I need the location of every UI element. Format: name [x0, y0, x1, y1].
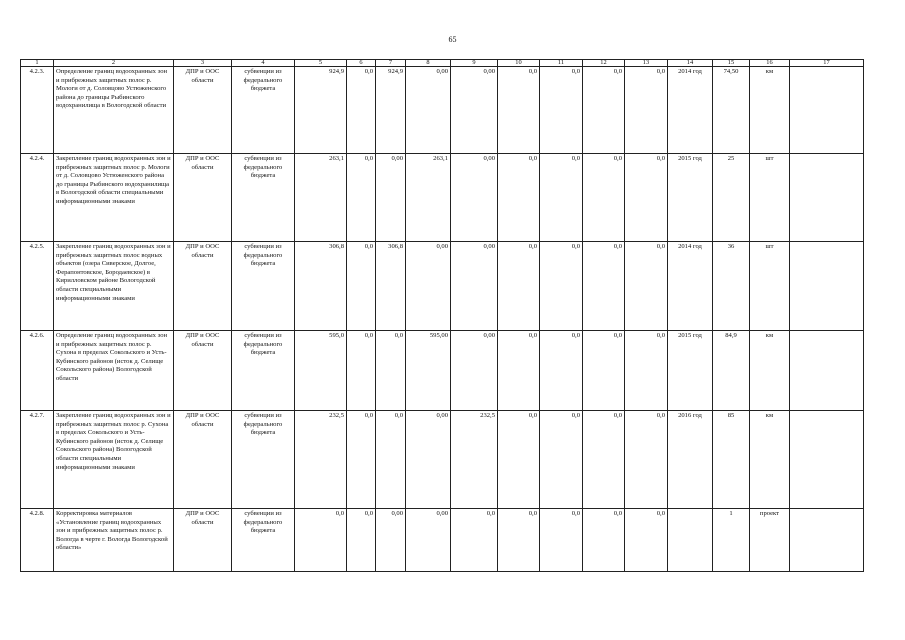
row-value: 232,5 — [451, 411, 498, 509]
table-row — [21, 509, 864, 572]
row-id: 4.2.8. — [21, 509, 54, 572]
row-description: Закрепление границ водоохранных зон и прибрежных защитных полос р. Сухона в пределах Сокольского и Усть-Кубинского районов (исток д. Селище Сокольского района) Вологодской области специальными информационными знаками — [54, 411, 174, 509]
row-quantity: 84,9 — [713, 331, 750, 411]
column-number: 10 — [498, 60, 540, 67]
row-value: 0,0 — [347, 509, 376, 572]
row-value: 0,0 — [540, 154, 583, 242]
column-number: 6 — [347, 60, 376, 67]
column-number: 16 — [750, 60, 790, 67]
row-value: 0,0 — [347, 242, 376, 331]
column-number-row — [21, 60, 864, 67]
row-id: 4.2.5. — [21, 242, 54, 331]
row-description: Закрепление границ водоохранных зон и прибрежных защитных полос р. Мологи от д. Соловцово Устюженского района до границы Рыбинского водохранилища в Вологодской области специальными информационными знаками — [54, 154, 174, 242]
row-value: 0,00 — [406, 411, 451, 509]
row-description: Определение границ водоохранных зон и прибрежных защитных полос р. Сухона в пределах Сокольского и Усть-Кубинского районов (исток д. Селище Сокольского района) Вологодской области — [54, 331, 174, 411]
row-description: Определение границ водоохранных зон и прибрежных защитных полос р. Мологи от д. Соловцово Устюженского района до границы Рыбинского водохранилища в Вологодской области — [54, 67, 174, 154]
row-executor: ДПР и ООС области — [174, 242, 232, 331]
row-value: 0,0 — [540, 67, 583, 154]
column-number: 5 — [295, 60, 347, 67]
row-value: 0,0 — [583, 67, 625, 154]
row-value: 0,00 — [451, 331, 498, 411]
row-value: 0,0 — [625, 411, 668, 509]
column-number: 4 — [232, 60, 295, 67]
row-value: 924,9 — [376, 67, 406, 154]
column-number: 2 — [54, 60, 174, 67]
row-year: 2015 год — [668, 154, 713, 242]
budget-table — [20, 59, 864, 572]
row-value: 0,0 — [583, 154, 625, 242]
row-value: 595,00 — [406, 331, 451, 411]
table-row — [21, 411, 864, 509]
row-value: 306,8 — [376, 242, 406, 331]
row-value: 0,0 — [451, 509, 498, 572]
column-number: 3 — [174, 60, 232, 67]
column-number: 7 — [376, 60, 406, 67]
row-value: 0,0 — [583, 411, 625, 509]
row-executor: ДПР и ООС области — [174, 331, 232, 411]
row-id: 4.2.3. — [21, 67, 54, 154]
row-funding-source: субвенции из федерального бюджета — [232, 509, 295, 572]
row-value-total: 306,8 — [295, 242, 347, 331]
row-value-total: 924,9 — [295, 67, 347, 154]
row-value: 0,0 — [625, 154, 668, 242]
row-note — [790, 242, 864, 331]
row-value: 0,0 — [625, 242, 668, 331]
row-value: 0,00 — [451, 67, 498, 154]
row-year — [668, 509, 713, 572]
column-number: 15 — [713, 60, 750, 67]
row-value: 0,0 — [583, 509, 625, 572]
row-value: 0,0 — [540, 242, 583, 331]
row-value: 0,00 — [376, 509, 406, 572]
row-value: 0,0 — [583, 331, 625, 411]
column-number: 12 — [583, 60, 625, 67]
row-value: 0,0 — [583, 242, 625, 331]
row-quantity: 36 — [713, 242, 750, 331]
row-value-total: 595,0 — [295, 331, 347, 411]
table-row — [21, 154, 864, 242]
column-number: 17 — [790, 60, 864, 67]
row-value: 0,00 — [451, 154, 498, 242]
row-value: 0,0 — [347, 411, 376, 509]
row-value: 0,0 — [376, 331, 406, 411]
table-row — [21, 331, 864, 411]
row-note — [790, 331, 864, 411]
row-year: 2016 год — [668, 411, 713, 509]
row-unit: шт — [750, 154, 790, 242]
row-value: 0,00 — [406, 67, 451, 154]
row-year: 2015 год — [668, 331, 713, 411]
row-value: 0,0 — [347, 331, 376, 411]
row-value: 0,0 — [347, 154, 376, 242]
row-value: 0,00 — [376, 154, 406, 242]
row-value: 0,0 — [625, 331, 668, 411]
row-funding-source: субвенции из федерального бюджета — [232, 411, 295, 509]
row-value: 0,0 — [498, 154, 540, 242]
row-value: 0,0 — [540, 411, 583, 509]
row-note — [790, 67, 864, 154]
row-executor: ДПР и ООС области — [174, 509, 232, 572]
row-value: 0,0 — [498, 67, 540, 154]
column-number: 13 — [625, 60, 668, 67]
row-funding-source: субвенции из федерального бюджета — [232, 154, 295, 242]
row-quantity: 85 — [713, 411, 750, 509]
row-value-total: 0,0 — [295, 509, 347, 572]
row-id: 4.2.7. — [21, 411, 54, 509]
row-value: 0,0 — [498, 411, 540, 509]
page-number: 65 — [448, 35, 457, 44]
row-funding-source: субвенции из федерального бюджета — [232, 242, 295, 331]
row-note — [790, 509, 864, 572]
column-number: 9 — [451, 60, 498, 67]
row-unit: км — [750, 331, 790, 411]
row-year: 2014 год — [668, 242, 713, 331]
row-value: 0,0 — [625, 509, 668, 572]
table-row — [21, 67, 864, 154]
row-unit: проект — [750, 509, 790, 572]
row-value: 0,00 — [406, 242, 451, 331]
row-note — [790, 154, 864, 242]
row-unit: км — [750, 67, 790, 154]
column-number: 11 — [540, 60, 583, 67]
row-value: 0,0 — [625, 67, 668, 154]
column-number: 8 — [406, 60, 451, 67]
row-note — [790, 411, 864, 509]
row-value: 0,0 — [540, 331, 583, 411]
row-value: 0,0 — [347, 67, 376, 154]
row-value: 0,0 — [498, 242, 540, 331]
row-value: 0,0 — [498, 331, 540, 411]
row-id: 4.2.4. — [21, 154, 54, 242]
row-unit: км — [750, 411, 790, 509]
row-funding-source: субвенции из федерального бюджета — [232, 67, 295, 154]
table-row — [21, 242, 864, 331]
column-number: 1 — [21, 60, 54, 67]
row-value: 0,0 — [540, 509, 583, 572]
row-quantity: 74,50 — [713, 67, 750, 154]
row-value: 0,00 — [406, 509, 451, 572]
row-value-total: 263,1 — [295, 154, 347, 242]
row-year: 2014 год — [668, 67, 713, 154]
row-executor: ДПР и ООС области — [174, 154, 232, 242]
row-value: 0,0 — [498, 509, 540, 572]
row-id: 4.2.6. — [21, 331, 54, 411]
column-number: 14 — [668, 60, 713, 67]
row-quantity: 1 — [713, 509, 750, 572]
row-executor: ДПР и ООС области — [174, 411, 232, 509]
row-description: Закрепление границ водоохранных зон и прибрежных защитных полос водных объектов (озера Сиверское, Долгое, Ферапонтовское, Бородаевское) в Кирилловском районе Вологодской области специальными информационными знаками — [54, 242, 174, 331]
row-quantity: 25 — [713, 154, 750, 242]
row-funding-source: субвенции из федерального бюджета — [232, 331, 295, 411]
row-value-total: 232,5 — [295, 411, 347, 509]
row-value: 0,0 — [376, 411, 406, 509]
row-unit: шт — [750, 242, 790, 331]
row-value: 263,1 — [406, 154, 451, 242]
row-executor: ДПР и ООС области — [174, 67, 232, 154]
row-value: 0,00 — [451, 242, 498, 331]
row-description: Корректировка материалов «Установление границ водоохранных зон и прибрежных защитных полос р. Вологда в черте г. Вологда Вологодской области» — [54, 509, 174, 572]
